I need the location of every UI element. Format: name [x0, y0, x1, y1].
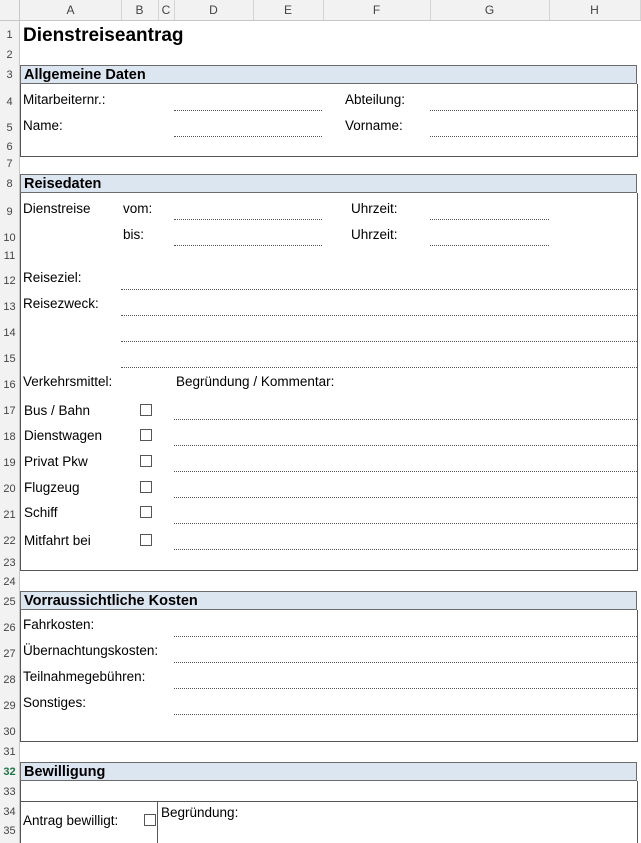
- field-mitarbeiternr[interactable]: [174, 110, 322, 111]
- field-kommentar-dienstwagen[interactable]: [174, 445, 637, 446]
- row-number[interactable]: 28: [3, 674, 16, 686]
- label-bis: bis:: [123, 227, 145, 242]
- label-dienstreise: Dienstreise: [23, 201, 91, 216]
- frame-left: [20, 610, 21, 742]
- row-number[interactable]: 33: [3, 786, 16, 798]
- row-number[interactable]: 10: [3, 232, 16, 244]
- label-fahrkosten: Fahrkosten:: [23, 617, 95, 632]
- row-number[interactable]: 11: [3, 250, 16, 262]
- divider: [20, 801, 638, 802]
- row-number[interactable]: 6: [6, 141, 13, 153]
- field-reisezweck-1[interactable]: [121, 315, 637, 316]
- row-number[interactable]: 23: [3, 557, 16, 569]
- row-number[interactable]: 27: [3, 648, 16, 660]
- field-teilnahmegebuehren[interactable]: [174, 688, 637, 689]
- frame-bottom: [20, 570, 638, 571]
- row-number[interactable]: 25: [3, 596, 16, 608]
- field-name[interactable]: [174, 136, 322, 137]
- label-mitarbeiternr: Mitarbeiternr.:: [23, 92, 106, 107]
- field-kommentar-schiff[interactable]: [174, 523, 637, 524]
- checkbox-dienstwagen[interactable]: [140, 429, 152, 441]
- frame-left: [20, 193, 21, 571]
- label-sonstiges: Sonstiges:: [23, 695, 87, 710]
- label-reiseziel: Reiseziel:: [23, 270, 82, 285]
- label-name: Name:: [23, 118, 63, 133]
- column-b[interactable]: B: [121, 0, 159, 20]
- column-c[interactable]: C: [158, 0, 175, 20]
- field-datum-bis[interactable]: [174, 245, 322, 246]
- frame-right: [637, 193, 638, 571]
- row-number[interactable]: 17: [3, 405, 16, 417]
- checkbox-mitfahrt[interactable]: [140, 534, 152, 546]
- label-begruendung-kommentar: Begründung / Kommentar:: [176, 374, 335, 389]
- row-number[interactable]: 21: [3, 509, 16, 521]
- row-number[interactable]: 24: [3, 576, 16, 588]
- row-number[interactable]: 22: [3, 535, 16, 547]
- row-number[interactable]: 19: [3, 457, 16, 469]
- label-teilnahmegebuehren: Teilnahmegebühren:: [23, 669, 146, 684]
- checkbox-bus-bahn[interactable]: [140, 404, 152, 416]
- section-title: Vorraussichtliche Kosten: [24, 593, 198, 609]
- page-title: Dienstreiseantrag: [23, 25, 184, 46]
- label-uebernachtungskosten: Übernachtungskosten:: [23, 643, 159, 658]
- select-all-corner[interactable]: [0, 0, 20, 20]
- field-kommentar-bus-bahn[interactable]: [174, 419, 637, 420]
- field-reiseziel[interactable]: [121, 289, 637, 290]
- label-vom: vom:: [123, 201, 153, 216]
- row-number[interactable]: 1: [6, 29, 13, 41]
- checkbox-flugzeug[interactable]: [140, 481, 152, 493]
- frame-bottom: [20, 156, 638, 157]
- row-number[interactable]: 5: [6, 122, 13, 134]
- field-abteilung[interactable]: [430, 110, 637, 111]
- field-uebernachtungskosten[interactable]: [174, 662, 637, 663]
- column-h[interactable]: H: [549, 0, 641, 20]
- row-number-active[interactable]: 32: [3, 766, 16, 778]
- field-uhrzeit-vom[interactable]: [430, 219, 549, 220]
- column-g[interactable]: G: [430, 0, 550, 20]
- checkbox-schiff[interactable]: [140, 506, 152, 518]
- column-f[interactable]: F: [323, 0, 431, 20]
- section-title: Reisedaten: [24, 176, 102, 192]
- field-sonstiges[interactable]: [174, 714, 637, 715]
- label-mode-bus-bahn: Bus / Bahn: [24, 403, 91, 418]
- field-datum-vom[interactable]: [174, 219, 322, 220]
- section-header-reisedaten: [20, 174, 637, 193]
- field-kommentar-flugzeug[interactable]: [174, 497, 637, 498]
- field-kommentar-mitfahrt[interactable]: [174, 549, 637, 550]
- column-d[interactable]: D: [174, 0, 254, 20]
- field-reisezweck-3[interactable]: [121, 367, 637, 368]
- frame-right: [637, 84, 638, 157]
- row-number[interactable]: 29: [3, 700, 16, 712]
- field-reisezweck-2[interactable]: [121, 341, 637, 342]
- row-number[interactable]: 16: [3, 379, 16, 391]
- row-number[interactable]: 20: [3, 483, 16, 495]
- label-abteilung: Abteilung:: [345, 92, 406, 107]
- label-antrag-bewilligt: Antrag bewilligt:: [23, 813, 119, 828]
- field-vorname[interactable]: [430, 136, 637, 137]
- column-a[interactable]: A: [20, 0, 122, 20]
- row-number[interactable]: 15: [3, 353, 16, 365]
- label-reisezweck: Reisezweck:: [23, 296, 99, 311]
- checkbox-antrag-bewilligt[interactable]: [144, 814, 156, 826]
- frame-right: [637, 781, 638, 843]
- label-begruendung: Begründung:: [161, 805, 239, 820]
- label-uhrzeit-vom: Uhrzeit:: [351, 201, 398, 216]
- label-mode-flugzeug: Flugzeug: [24, 480, 80, 495]
- row-number[interactable]: 4: [6, 96, 13, 108]
- row-number[interactable]: 8: [6, 178, 13, 190]
- row-number[interactable]: 30: [3, 726, 16, 738]
- frame-left: [20, 781, 21, 843]
- field-uhrzeit-bis[interactable]: [430, 245, 549, 246]
- label-mode-privat-pkw: Privat Pkw: [24, 454, 88, 469]
- section-title: Bewilligung: [24, 764, 106, 780]
- field-kommentar-privat-pkw[interactable]: [174, 471, 637, 472]
- row-number[interactable]: 34: [3, 806, 16, 818]
- row-number[interactable]: 12: [3, 275, 16, 287]
- row-number[interactable]: 35: [3, 825, 16, 837]
- frame-right: [637, 610, 638, 742]
- column-header-bar: [0, 0, 641, 21]
- checkbox-privat-pkw[interactable]: [140, 455, 152, 467]
- column-e[interactable]: E: [253, 0, 324, 20]
- label-mode-mitfahrt: Mitfahrt bei: [24, 533, 91, 548]
- label-mode-dienstwagen: Dienstwagen: [24, 428, 103, 443]
- field-fahrkosten[interactable]: [174, 636, 637, 637]
- label-verkehrsmittel: Verkehrsmittel:: [23, 374, 113, 389]
- row-number[interactable]: 26: [3, 622, 16, 634]
- row-number[interactable]: 9: [6, 206, 13, 218]
- row-number[interactable]: 7: [6, 158, 13, 170]
- row-number[interactable]: 18: [3, 431, 16, 443]
- divider-vertical: [157, 801, 158, 843]
- section-header-bewilligung: [20, 762, 637, 781]
- section-header-allgemeine-daten: [20, 65, 637, 84]
- section-header-kosten: [20, 591, 637, 610]
- section-title: Allgemeine Daten: [24, 67, 146, 83]
- frame-left: [20, 84, 21, 157]
- frame-bottom: [20, 741, 638, 742]
- row-number[interactable]: 13: [3, 301, 16, 313]
- label-vorname: Vorname:: [345, 118, 403, 133]
- row-number[interactable]: 2: [6, 49, 13, 61]
- label-mode-schiff: Schiff: [24, 505, 58, 520]
- label-uhrzeit-bis: Uhrzeit:: [351, 227, 398, 242]
- row-number[interactable]: 31: [3, 746, 16, 758]
- row-number[interactable]: 14: [3, 327, 16, 339]
- row-number[interactable]: 3: [6, 69, 13, 81]
